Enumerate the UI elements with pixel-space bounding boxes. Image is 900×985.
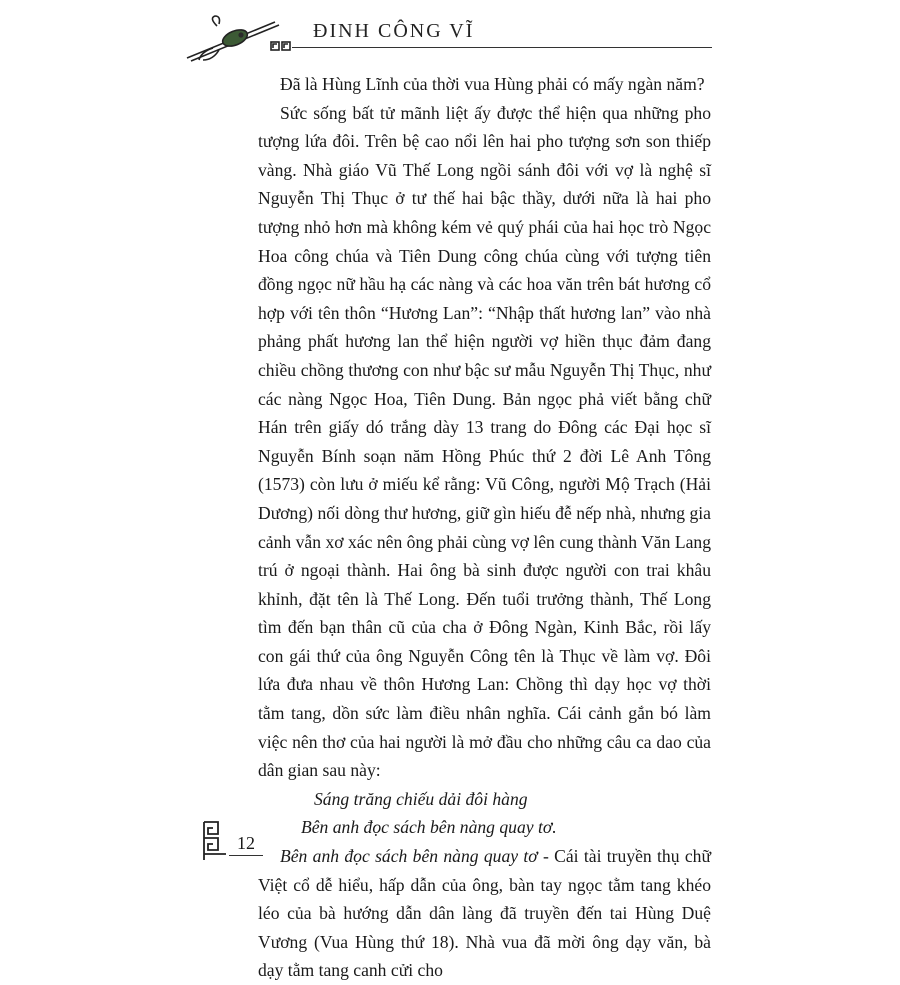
footer-rule bbox=[229, 855, 263, 856]
header-rule bbox=[292, 47, 712, 48]
running-head: ĐINH CÔNG VĨ bbox=[313, 20, 475, 42]
paragraph-2: Sức sống bất tử mãnh liệt ấy được thể hiện qua những pho tượng lứa đôi. Trên bệ cao nổi lên hai pho tượng sơn son thiếp vàng. Nhà giáo Vũ Thế Long ngồi sánh đôi với vợ là nghệ sĩ Nguyễn Thị Thục ở tư thế hai bậc thầy, dưới nữa là hai pho tượng nhỏ hơn mà không kém vẻ quý phái của hai học trò Ngọc Hoa công chúa và Tiên Dung công chúa cùng với tượng tiên đồng ngọc nữ hầu hạ các nàng và các hoa văn trên bát hương cổ hợp với tên thôn “Hương Lan”: “Nhập thất hương lan” vào nhà phảng phất hương lan thể hiện người vợ hiền thục đảm đang chiều chồng thương con như bậc sư mẫu Nguyễn Thị Thục, như các nàng Ngọc Hoa, Tiên Dung. Bản ngọc phả viết bằng chữ Hán trên giấy dó trắng dày 13 trang do Đông các Đại học sĩ Nguyễn Bính soạn năm Hồng Phúc thứ 2 đời Lê Anh Tông (1573) còn lưu ở miếu kể rằng: Vũ Công, người Mộ Trạch (Hải Dương) nối dòng thư hương, giữ gìn hiếu đễ nếp nhà, nhưng gia cảnh vẫn xơ xác nên ông phải cùng vợ lên cung thành Văn Lang trú ở ngoại thành. Hai ông bà sinh được người con trai khâu khỉnh, đặt tên là Thế Long. Đến tuổi trưởng thành, Thế Long tìm đến bạn thân cũ của cha ở Đông Ngàn, Kinh Bắc, rồi lấy con gái thứ của ông Nguyễn Công tên là Thục về làm vợ. Đôi lứa đưa nhau về thôn Hương Lan: Chồng thì dạy học vợ thời tằm tang, dồn sức làm điều nhân nghĩa. Cái cảnh gắn bó làm việc nên thơ của hai người là mở đầu cho những câu ca dao của dân gian sau này: bbox=[258, 102, 711, 781]
page-number: 12 bbox=[237, 833, 255, 853]
sword-ornament-icon bbox=[183, 14, 298, 64]
meander-ornament-icon bbox=[198, 818, 228, 862]
verse-line-1: Sáng trăng chiếu dải đôi hàng bbox=[314, 788, 528, 809]
paragraph-1: Đã là Hùng Lĩnh của thời vua Hùng phải có mấy ngàn năm? bbox=[280, 74, 705, 94]
paragraph-3 bbox=[258, 842, 711, 985]
page-body bbox=[258, 70, 711, 985]
verse-line-2: Bên anh đọc sách bên nàng quay tơ. bbox=[301, 817, 557, 838]
paragraph-3-text: - Cái tài truyền thụ chữ Việt cổ dễ hiểu, hấp dẫn của ông, bàn tay ngọc tằm tang khéo léo của bà hướng dẫn dân làng đã truyền đến tai Hùng Duệ Vương (Vua Hùng thứ 18). Nhà vua đã mời ông dạy văn, bà dạy tằm tang canh cửi cho bbox=[258, 846, 711, 981]
quoted-verse: Bên anh đọc sách bên nàng quay tơ bbox=[280, 846, 538, 867]
